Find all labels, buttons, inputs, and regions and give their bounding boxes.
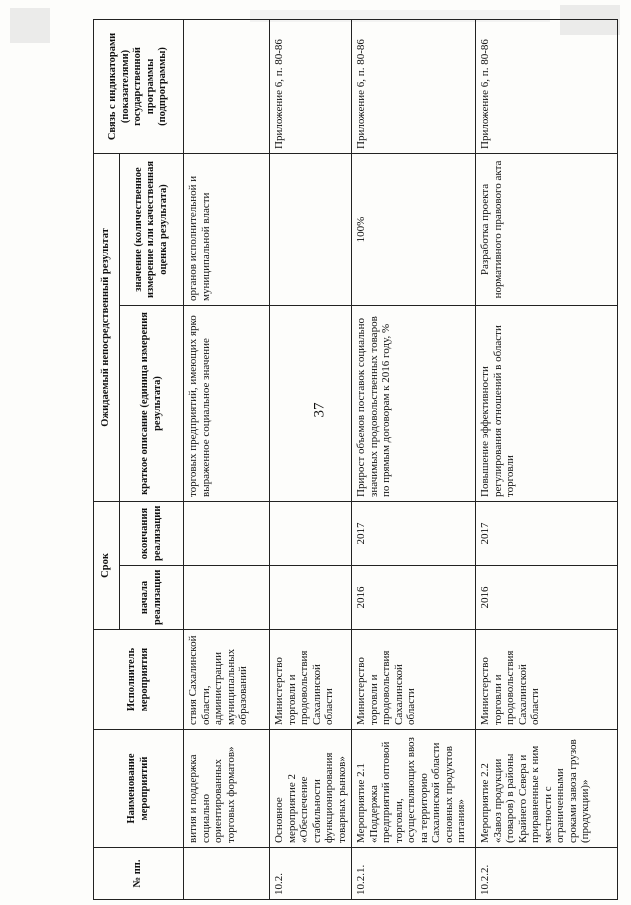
cell-executor: ствия Сахалинской области, администрации муниципальных образований [184, 630, 270, 730]
cell-desc: Повышение эффективности регулирования отношений в области торговли [476, 305, 618, 501]
cell-num: 10.2.2. [476, 848, 618, 900]
col-name-header: Наименование мероприятий [94, 730, 184, 848]
cell-name: Мероприятие 2.2 «Завоз продукции (товаров) в районы Крайнего Севера и приравненные к ним местности с ограниченными сроками завоза грузов (продукции)» [476, 730, 618, 848]
cell-link [184, 19, 270, 153]
cell-value: органов исполнительной и муниципальной власти [184, 153, 270, 305]
cell-value: 100% [352, 153, 476, 305]
measures-table [93, 19, 618, 900]
table-row [184, 19, 270, 899]
page-number: 37 [311, 402, 328, 418]
col-term-header: Срок [94, 501, 120, 629]
col-value-header: значение (количественное измерение или качественная оценка результата) [120, 153, 184, 305]
cell-link: Приложение 6, п. 80-86 [352, 19, 476, 153]
col-expected-header: Ожидаемый непосредственный результат [94, 153, 120, 501]
cell-start: 2016 [352, 566, 476, 630]
cell-end: 2017 [476, 501, 618, 565]
table-container [93, 20, 609, 900]
cell-num: 10.2. [270, 848, 352, 900]
cell-name: Основное мероприятие 2 «Обеспечение стабильности функционирования товарных рынков» [270, 730, 352, 848]
scan-speckle [10, 8, 50, 43]
cell-name: Мероприятие 2.1 «Поддержка предприятий оптовой торговли, осуществляющих ввоз на территорию Сахалинской области основных продуктов питания» [352, 730, 476, 848]
cell-start [184, 566, 270, 630]
cell-desc [270, 305, 352, 501]
cell-end: 2017 [352, 501, 476, 565]
cell-link: Приложение 6, п. 80-86 [476, 19, 618, 153]
cell-executor: Министерство торговли и продовольствия Сахалинской области [270, 630, 352, 730]
cell-start: 2016 [476, 566, 618, 630]
col-end-header: окончания реализации [120, 501, 184, 565]
rotated-table [93, 20, 609, 900]
col-desc-header: краткое описание (единица измерения результата) [120, 305, 184, 501]
table-row [476, 19, 618, 899]
cell-name: вития и поддержка социально ориентированных торговых форматов» [184, 730, 270, 848]
cell-end [184, 501, 270, 565]
cell-num: 10.2.1. [352, 848, 476, 900]
col-start-header: начала реализации [120, 566, 184, 630]
col-num-header: № пп. [94, 848, 184, 900]
cell-executor: Министерство торговли и продовольствия Сахалинской области [476, 630, 618, 730]
cell-start [270, 566, 352, 630]
cell-executor: Министерство торговли и продовольствия Сахалинской области [352, 630, 476, 730]
col-executor-header: Исполнитель мероприятия [94, 630, 184, 730]
cell-value [270, 153, 352, 305]
table-row [270, 19, 352, 899]
cell-num [184, 848, 270, 900]
cell-desc: Прирост объемов поставок социально значимых продовольственных товаров по прямым договорам к 2016 году, % [352, 305, 476, 501]
cell-value: Разработка проекта нормативного правового акта [476, 153, 618, 305]
col-link-header: Связь с индикаторами (показателями) государственной программы (подпрограммы) [94, 19, 184, 153]
table-row [352, 19, 476, 899]
cell-link: Приложение 6, п. 80-86 [270, 19, 352, 153]
cell-desc: торговых предприятий, имеющих ярко выраженное социальное значение [184, 305, 270, 501]
cell-end [270, 501, 352, 565]
